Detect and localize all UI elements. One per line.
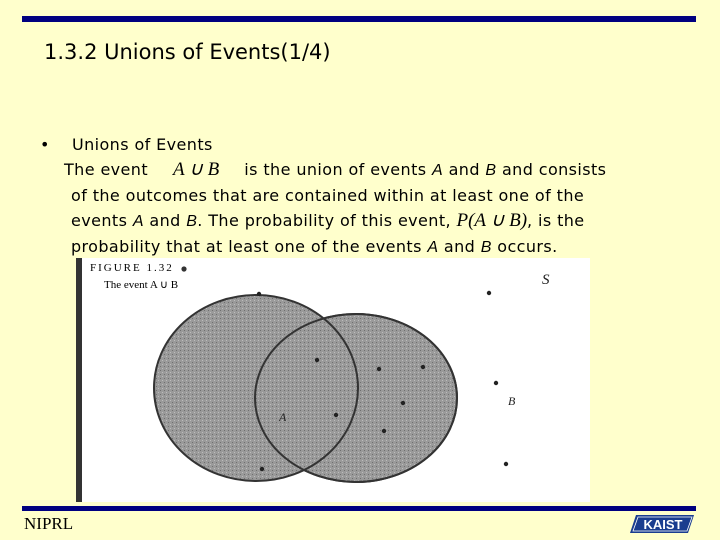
slide-title: 1.3.2 Unions of Events(1/4) <box>44 40 331 64</box>
kaist-logo <box>630 512 700 536</box>
outcome-point <box>421 365 425 369</box>
kaist-logo-text: KAIST <box>643 517 683 532</box>
text-events: events <box>71 211 128 230</box>
definition-paragraph <box>40 157 680 260</box>
paragraph-line-1 <box>64 157 680 183</box>
set-a-label: A <box>279 410 287 424</box>
math-p-a-union-b: P(A ∪ B) <box>456 210 528 231</box>
figure-subcaption: The event A ∪ B <box>104 279 179 291</box>
event-b: B <box>485 162 497 179</box>
figure-caption: FIGURE 1.32 <box>90 262 174 274</box>
event-a: A <box>427 239 439 256</box>
text-is-the-2: , is the <box>527 211 585 230</box>
bullet-marker: • <box>40 135 50 154</box>
outcome-point <box>487 291 491 295</box>
bullet-item <box>40 132 680 157</box>
text-is-the: is the <box>244 160 291 179</box>
paragraph-line-3 <box>64 208 680 234</box>
text-and: and <box>443 237 476 256</box>
event-a: A <box>132 213 144 230</box>
outcome-point <box>504 462 508 466</box>
event-a: A <box>432 162 444 179</box>
text-probability-that: probability that at least one of the events <box>71 237 422 256</box>
sample-space-label: S <box>542 272 550 288</box>
caption-bullet <box>181 266 186 271</box>
outcome-point <box>334 413 338 417</box>
outcome-point <box>257 292 261 296</box>
text-and-consists: and consists <box>501 160 607 179</box>
text-and: and <box>448 160 480 179</box>
figure-left-edge <box>76 258 82 502</box>
top-rule <box>22 16 696 22</box>
set-b-label: B <box>508 394 516 408</box>
text-union: union <box>296 160 343 179</box>
bullet-text: Unions of Events <box>72 135 213 154</box>
kaist-logo-graphic <box>630 512 700 536</box>
outcome-point <box>260 467 264 471</box>
text-the-event: The event <box>64 160 149 179</box>
venn-diagram <box>76 258 590 502</box>
footer-niprl: NIPRL <box>24 514 74 533</box>
paragraph-line-2: of the outcomes that are contained within at least one of the <box>71 186 585 205</box>
slide-body <box>40 132 680 260</box>
outcome-point <box>377 367 381 371</box>
text-probability-of-event: . The probability of this event, <box>197 211 451 230</box>
bottom-rule <box>22 506 696 511</box>
outcome-point <box>401 401 405 405</box>
text-of-events: of events <box>348 160 427 179</box>
outcome-point <box>494 381 498 385</box>
text-occurs: occurs. <box>497 237 558 256</box>
math-a-union-b: A ∪ B <box>173 159 220 180</box>
text-and: and <box>149 211 181 230</box>
event-b: B <box>186 213 198 230</box>
event-b: B <box>480 239 492 256</box>
venn-figure <box>76 258 590 502</box>
outcome-point <box>315 358 319 362</box>
paragraph-line-4 <box>64 234 680 260</box>
outcome-point <box>382 429 386 433</box>
